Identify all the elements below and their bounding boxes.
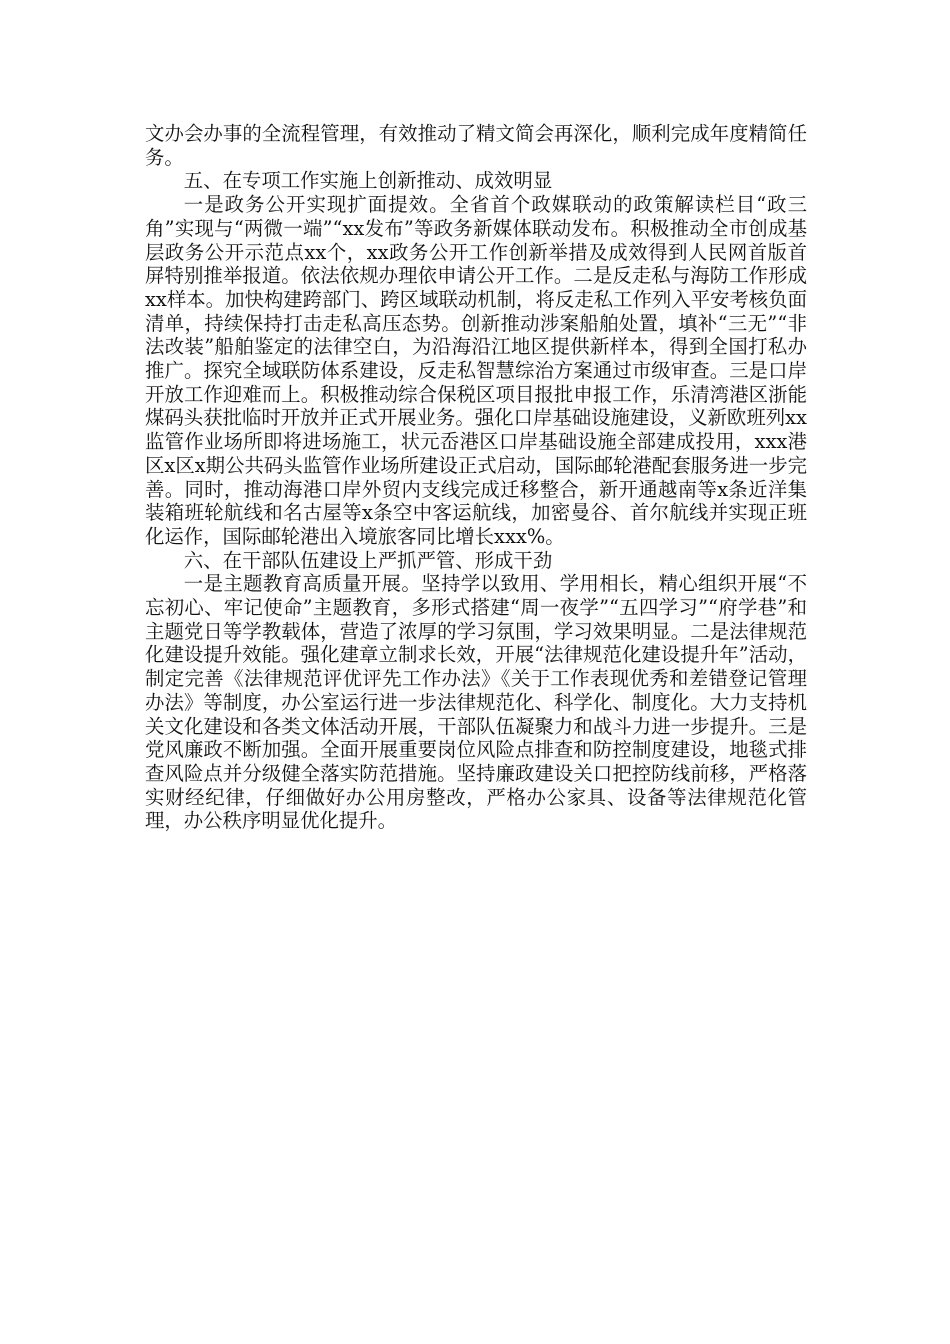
document-page <box>145 122 807 833</box>
paragraph-section-five-body: 一是政务公开实现扩面提效。全省首个政媒联动的政策解读栏目“政三角”实现与“两微一端”“xx发布”等政务新媒体联动发布。积极推动全市创成基层政务公开示范点xx个，xx政务公开工作创新举措及成效得到人民网首版首屏特别推举报道。依法依规办理依申请公开工作。二是反走私与海防工作形成xx样本。加快构建跨部门、跨区域联动机制，将反走私工作列入平安考核负面清单，持续保持打击走私高压态势。创新推动涉案船舶处置，填补“三无”“非法改装”船舶鉴定的法律空白，为沿海沿江地区提供新样本，得到全国打私办推广。探究全域联防体系建设，反走私智慧综治方案通过市级审查。三是口岸开放工作迎难而上。积极推动综合保税区项目报批申报工作，乐清湾港区浙能煤码头获批临时开放并正式开展业务。强化口岸基础设施建设，义新欧班列xx监管作业场所即将进场施工，状元岙港区口岸基础设施全部建成投用，xxx港区x区x期公共码头监管作业场所建设正式启动，国际邮轮港配套服务进一步完善。同时，推动海港口岸外贸内支线完成迁移整合，新开通越南等x条近洋集装箱班轮航线和名古屋等x条空中客运航线，加密曼谷、首尔航线并实现正班化运作，国际邮轮港出入境旅客同比增长xxx%。 <box>145 193 807 548</box>
section-heading-five: 五、在专项工作实施上创新推动、成效明显 <box>183 169 553 193</box>
section-heading-six: 六、在干部队伍建设上严抓严管、形成干劲 <box>183 548 553 572</box>
paragraph-section-six-body: 一是主题教育高质量开展。坚持学以致用、学用相长，精心组织开展“不忘初心、牢记使命”主题教育，多形式搭建“周一夜学”“五四学习”“府学巷”和主题党日等学教载体，营造了浓厚的学习氛围，学习效果明显。二是法律规范化建设提升效能。强化建章立制求长效，开展“法律规范化建设提升年”活动，制定完善《法律规范评优评先工作办法》《关于工作表现优秀和差错登记管理办法》等制度，办公室运行进一步法律规范化、科学化、制度化。大力支持机关文化建设和各类文体活动开展，干部队伍凝聚力和战斗力进一步提升。三是党风廉政不断加强。全面开展重要岗位风险点排查和防控制度建设，地毯式排查风险点并分级健全落实防范措施。坚持廉政建设关口把控防线前移，严格落实财经纪律，仔细做好办公用房整改，严格办公家具、设备等法律规范化管理，办公秩序明显优化提升。 <box>145 572 807 833</box>
paragraph-continuation: 文办会办事的全流程管理，有效推动了精文简会再深化，顺利完成年度精简任务。 <box>145 122 807 169</box>
